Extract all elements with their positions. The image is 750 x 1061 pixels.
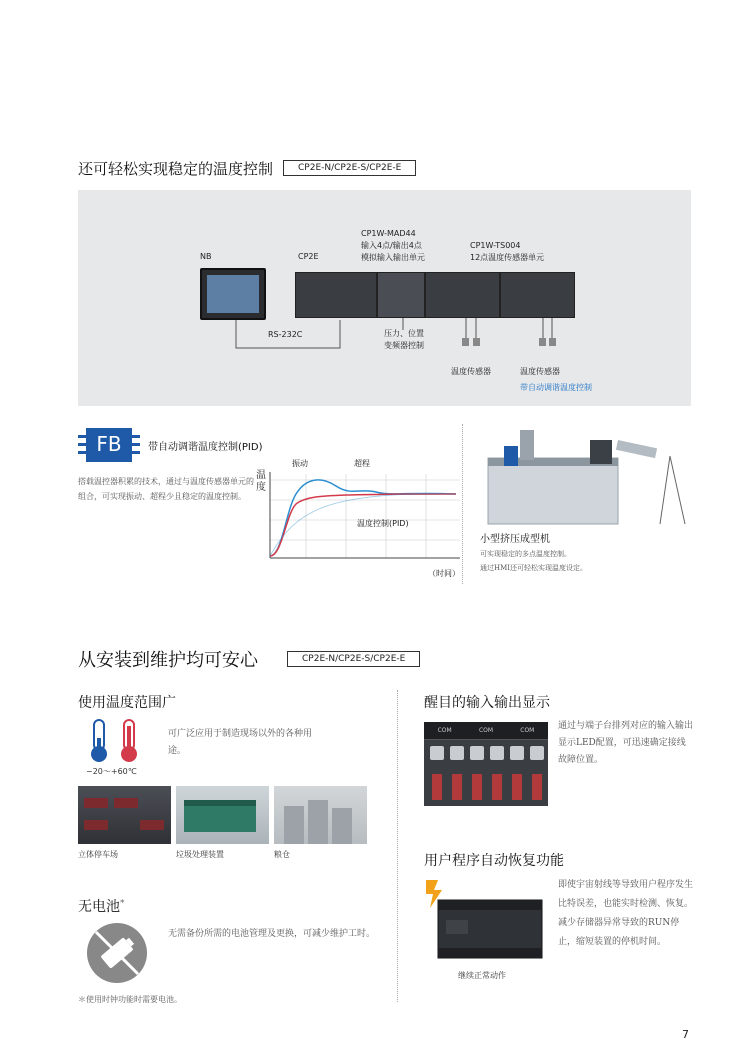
auto-tune-label: 带自动调谐温度控制	[520, 383, 592, 392]
inverter-label: 压力、位置 变频器控制	[384, 329, 424, 350]
system-diagram-panel	[78, 190, 691, 406]
recovery-description: 即使宇宙射线等导致用户程序发生比特误差，也能实时检测、恢复。 减少存储器异常导致的RUN停止，缩短装置的停机时间。	[558, 880, 694, 947]
fb-title: 带自动调谐温度控制(PID)	[148, 442, 263, 453]
chart-label-pid: 温度控制(PID)	[357, 519, 409, 528]
section2-model-tag: CP2E-N/CP2E-S/CP2E-E	[287, 651, 420, 667]
sensor-label-2: 温度传感器	[520, 367, 560, 376]
cold-thermometer-icon	[91, 720, 107, 762]
no-battery-description: 无需备份所需的电池管理及更换，可减少维护工时。	[168, 929, 376, 939]
machine-title: 小型挤压成型机	[480, 534, 550, 545]
battery-note: ＊使用时钟功能时需要电池。	[78, 995, 182, 1004]
section1-model-tag: CP2E-N/CP2E-S/CP2E-E	[283, 160, 416, 176]
no-battery-title: 无电池*	[78, 898, 125, 915]
fb-badge-text: FB	[96, 432, 122, 456]
section2-title: 从安装到维护均可安心	[78, 650, 258, 671]
temp-range-title: 使用温度范围广	[78, 695, 176, 711]
garbage-equipment-photo	[176, 786, 269, 844]
plc-recovery-photo	[424, 878, 548, 966]
vertical-divider-1	[462, 424, 463, 584]
sensor-label-1: 温度传感器	[451, 367, 491, 376]
temp-range-value: −20〜+60℃	[86, 767, 137, 776]
silo-caption: 粮仓	[274, 850, 290, 859]
section1-title: 还可轻松实现稳定的温度控制	[78, 160, 274, 178]
diagram-lines	[78, 190, 691, 406]
nb-label: NB	[200, 252, 212, 261]
parking-caption: 立体停车场	[78, 850, 118, 859]
thermometer-icons	[82, 716, 146, 766]
temp-range-description: 可广泛应用于制造现场以外的各种用途。	[168, 729, 313, 756]
machine-description: 可实现稳定的多点温度控制。 通过HMI还可轻松实现温度设定。	[480, 550, 588, 572]
mad44-label: CP1W-MAD44 输入4点/输出4点 模拟输入输出单元	[361, 229, 425, 262]
io-terminal-photo: COM COM COM	[424, 722, 548, 806]
fb-badge	[78, 428, 140, 462]
hot-thermometer-icon	[121, 720, 137, 762]
vertical-divider-2	[397, 690, 398, 1002]
recovery-title: 用户程序自动恢复功能	[424, 853, 564, 869]
io-display-title: 醒目的输入输出显示	[424, 695, 550, 711]
garbage-caption: 垃圾处理装置	[176, 850, 224, 859]
io-display-description: 通过与端子台排列对应的输入输出显示LED配置，可迅速确定接线故障位置。	[558, 721, 694, 765]
chart-label-overshoot: 超程	[354, 459, 370, 468]
parking-photo	[78, 786, 171, 844]
chart-ylabel: 温度	[256, 470, 266, 493]
page-number: 7	[682, 1028, 689, 1041]
recovery-caption: 继续正常动作	[458, 971, 506, 980]
extruder-machine-photo	[480, 420, 692, 532]
rs232c-label: RS-232C	[268, 330, 303, 339]
ts004-label: CP1W-TS004 12点温度传感器单元	[470, 241, 545, 262]
chart-label-oscillation: 振动	[292, 459, 308, 468]
cp2e-label: CP2E	[298, 252, 319, 261]
chart-xlabel: （时间）	[428, 569, 460, 578]
no-battery-icon	[84, 920, 150, 986]
silo-photo	[274, 786, 367, 844]
fb-description: 搭载温控器积累的技术，通过与温度传感器单元的组合，可实现振动、超程少且稳定的温度控制。	[78, 477, 254, 501]
